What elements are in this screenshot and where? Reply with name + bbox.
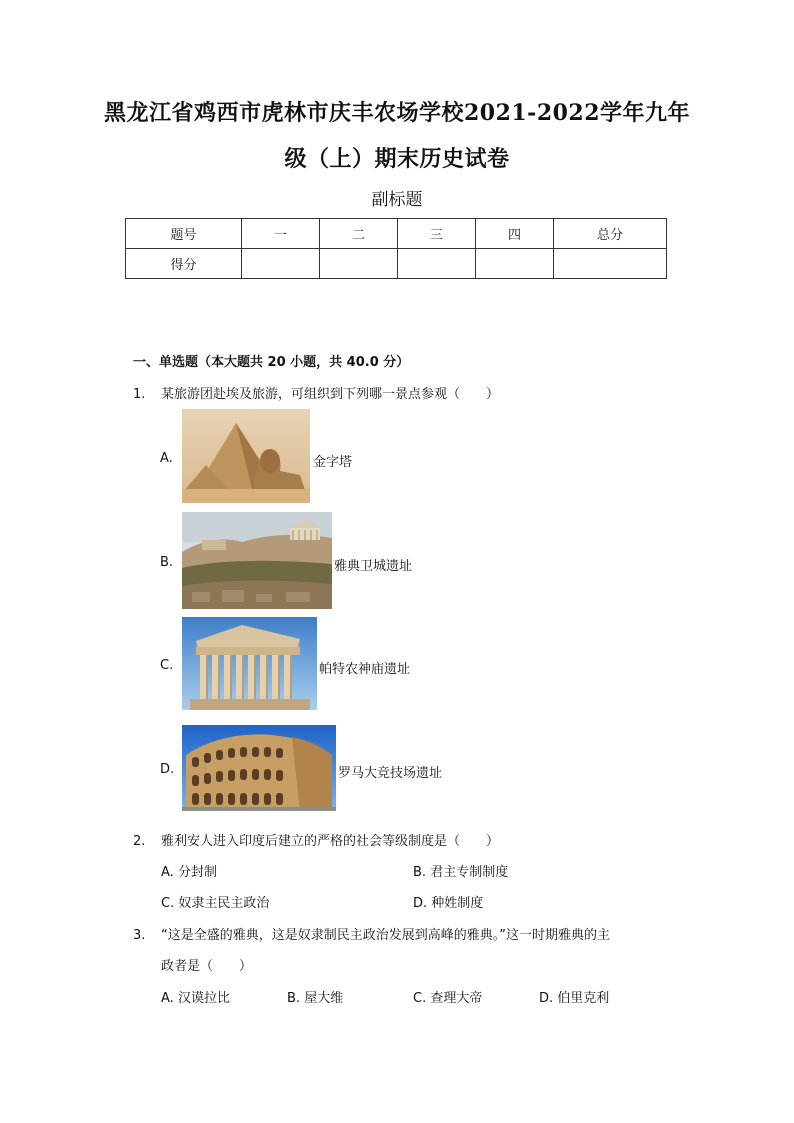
option-b[interactable] xyxy=(287,987,343,1006)
option-caption: 罗马大竞技场遗址 xyxy=(338,766,443,781)
option-letter: C. xyxy=(413,991,427,1006)
option-a[interactable] xyxy=(161,987,230,1006)
score-table-cell xyxy=(242,249,320,279)
option-letter: A. xyxy=(161,991,174,1006)
question-1 xyxy=(133,383,499,402)
option-letter: B. xyxy=(160,555,174,570)
score-table-cell: 三 xyxy=(398,219,476,249)
option-d[interactable] xyxy=(413,892,483,911)
option-letter: B. xyxy=(287,991,301,1006)
score-table-cell xyxy=(476,249,554,279)
question-text: 雅利安人进入印度后建立的严格的社会等级制度是（ ） xyxy=(161,834,500,849)
question-2 xyxy=(133,830,499,849)
exam-title-line2: 级（上）期末历史试卷 xyxy=(284,146,510,172)
option-a[interactable] xyxy=(161,861,217,880)
option-letter: C. xyxy=(160,658,174,673)
option-letter: A. xyxy=(161,865,174,880)
option-letter: A. xyxy=(160,451,173,466)
option-d[interactable] xyxy=(539,987,609,1006)
question-3-line2: 政者是（ ） xyxy=(161,959,253,974)
score-table xyxy=(125,218,667,279)
score-table-cell: 得分 xyxy=(126,249,242,279)
option-c[interactable] xyxy=(160,617,480,710)
option-c[interactable] xyxy=(413,987,482,1006)
question-number: 2. xyxy=(133,834,146,849)
option-letter: C. xyxy=(161,896,175,911)
score-table-cell xyxy=(320,249,398,279)
option-b[interactable] xyxy=(160,512,480,609)
option-letter: D. xyxy=(539,991,554,1006)
option-caption: 帕特农神庙遗址 xyxy=(319,662,411,677)
option-text: 君主专制制度 xyxy=(430,865,509,880)
option-b[interactable] xyxy=(413,861,508,880)
option-letter: B. xyxy=(413,865,427,880)
score-table-header-row xyxy=(126,219,667,249)
question-number: 1. xyxy=(133,387,146,402)
section-heading: 一、单选题（本大题共 20 小题，共 40.0 分） xyxy=(133,355,410,370)
option-text: 汉谟拉比 xyxy=(177,991,230,1006)
question-text: 某旅游团赴埃及旅游，可组织到下列哪一景点参观（ ） xyxy=(161,387,500,402)
option-a[interactable] xyxy=(160,409,460,503)
option-d[interactable] xyxy=(160,725,480,811)
option-letter: D. xyxy=(160,762,175,777)
option-c[interactable] xyxy=(161,892,269,911)
score-table-cell xyxy=(398,249,476,279)
option-text: 奴隶主民主政治 xyxy=(178,896,270,911)
option-text: 屋大维 xyxy=(304,991,344,1006)
question-3 xyxy=(133,924,610,943)
score-table-cell: 题号 xyxy=(126,219,242,249)
parthenon-photo xyxy=(182,617,317,710)
option-text: 伯里克利 xyxy=(557,991,610,1006)
option-caption: 金字塔 xyxy=(313,455,353,470)
option-letter: D. xyxy=(413,896,428,911)
question-text-line1: “这是全盛的雅典，这是奴隶制民主政治发展到高峰的雅典。”这一时期雅典的主 xyxy=(161,928,610,943)
exam-subtitle: 副标题 xyxy=(371,190,423,210)
exam-title-line1: 黑龙江省鸡西市虎林市庆丰农场学校2021-2022学年九年 xyxy=(103,100,691,126)
score-table-cell: 二 xyxy=(320,219,398,249)
acropolis-photo xyxy=(182,512,332,609)
colosseum-photo xyxy=(182,725,336,811)
pyramid-sphinx-photo xyxy=(182,409,310,503)
option-text: 种姓制度 xyxy=(431,896,484,911)
score-table-score-row xyxy=(126,249,667,279)
question-number: 3. xyxy=(133,928,146,943)
option-caption: 雅典卫城遗址 xyxy=(334,559,413,574)
option-text: 分封制 xyxy=(177,865,217,880)
option-text: 查理大帝 xyxy=(430,991,483,1006)
score-table-cell: 一 xyxy=(242,219,320,249)
score-table-cell: 总分 xyxy=(554,219,667,249)
score-table-cell xyxy=(554,249,667,279)
score-table-cell: 四 xyxy=(476,219,554,249)
